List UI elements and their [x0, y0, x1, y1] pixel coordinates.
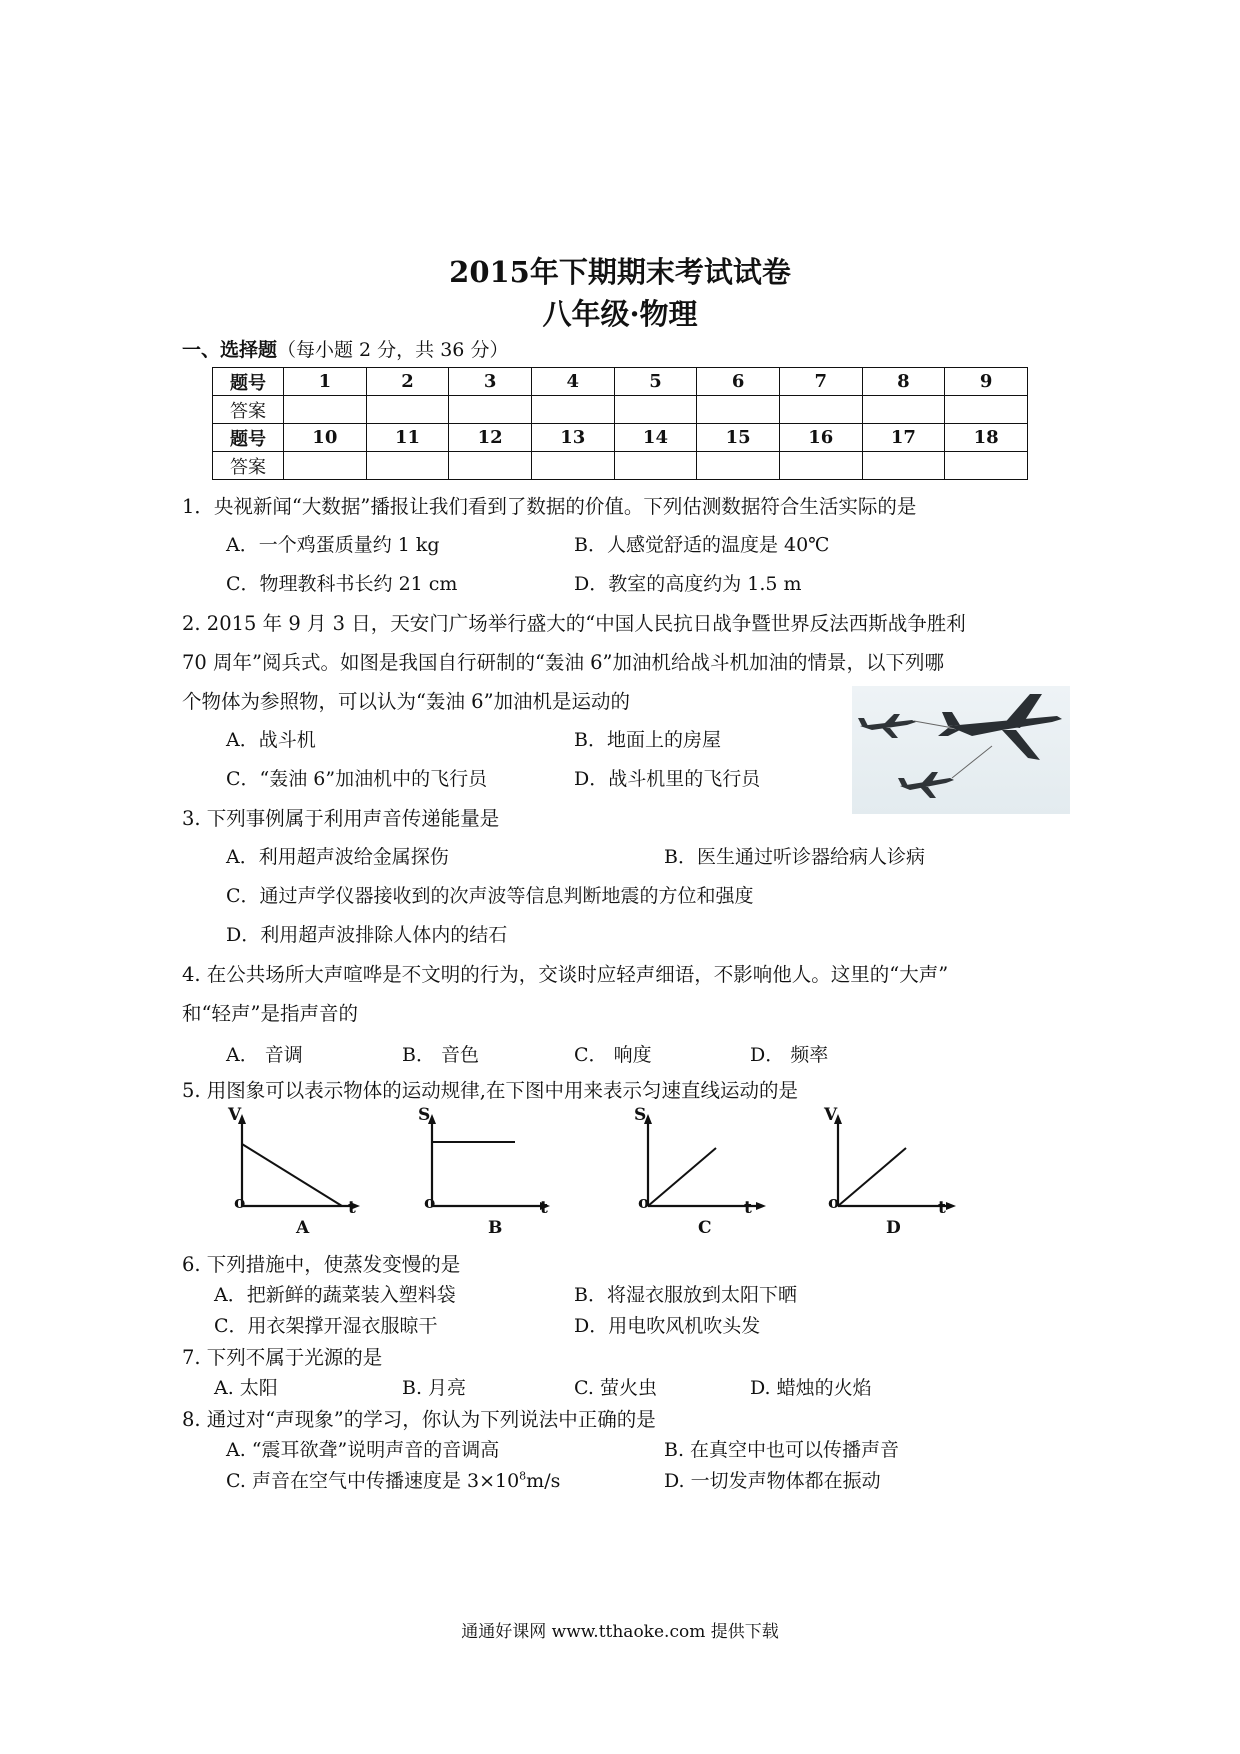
table-row	[213, 424, 1028, 452]
table-cell: 12	[449, 424, 532, 452]
question-4-stem-line: 4. 在公共场所大声喧哗是不文明的行为，交谈时应轻声细语，不影响他人。这里的“大声”	[182, 963, 949, 986]
section-label: 一、选择题	[182, 339, 278, 361]
answer-cell[interactable]	[449, 396, 532, 424]
graph-a-label: A	[296, 1218, 310, 1238]
graph-a-x-label: t	[348, 1198, 356, 1218]
graph-c-label: C	[698, 1218, 712, 1238]
table-cell: 3	[449, 368, 532, 396]
question-7-option-c: C. 萤火虫	[574, 1377, 657, 1399]
graph-a-origin: o	[234, 1193, 246, 1213]
question-2-stem-line: 个物体为参照物，可以认为“轰油 6”加油机是运动的	[182, 690, 631, 713]
table-cell: 8	[862, 368, 945, 396]
table-cell: 1	[284, 368, 367, 396]
question-2-option-a: A．战斗机	[226, 729, 316, 751]
question-2-stem-line: 70 周年”阅兵式。如图是我国自行研制的“轰油 6”加油机给战斗机加油的情景，以下列哪	[182, 651, 945, 674]
answer-table	[212, 367, 1028, 480]
answer-cell[interactable]	[697, 396, 780, 424]
graph-d-origin: o	[828, 1193, 840, 1213]
question-6-option-a: A．把新鲜的蔬菜装入塑料袋	[214, 1284, 456, 1306]
refuel-hose	[952, 746, 992, 778]
table-cell: 4	[531, 368, 614, 396]
question-1-stem: 1．央视新闻“大数据”播报让我们看到了数据的价值。下列估测数据符合生活实际的是	[182, 495, 917, 518]
answer-cell[interactable]	[614, 396, 697, 424]
answer-cell[interactable]	[945, 396, 1028, 424]
answer-cell[interactable]	[779, 396, 862, 424]
graph-b-origin: o	[424, 1193, 436, 1213]
table-cell: 题号	[213, 368, 284, 396]
question-8-option-c	[226, 1466, 560, 1493]
graph-d-y-label: V	[824, 1105, 838, 1125]
fighter-plane	[898, 772, 954, 798]
table-cell: 13	[531, 424, 614, 452]
question-2-option-c: C．“轰油 6”加油机中的飞行员	[226, 768, 488, 790]
table-row	[213, 396, 1028, 424]
answer-cell[interactable]	[945, 452, 1028, 480]
section-heading	[182, 335, 508, 362]
page-subtitle: 八年级·物理	[542, 297, 698, 331]
question-3-stem: 3. 下列事例属于利用声音传递能量是	[182, 807, 500, 830]
graph-line	[838, 1148, 906, 1206]
answer-cell[interactable]	[779, 452, 862, 480]
answer-cell[interactable]	[366, 396, 449, 424]
graph-b	[412, 1108, 562, 1238]
table-cell: 答案	[213, 396, 284, 424]
question-3-option-c: C．通过声学仪器接收到的次声波等信息判断地震的方位和强度	[226, 885, 754, 907]
aircraft-illustration	[852, 686, 1070, 814]
table-cell: 2	[366, 368, 449, 396]
fighter-plane	[858, 714, 916, 738]
question-3-option-d: D．利用超声波排除人体内的结石	[226, 924, 508, 946]
question-7-option-a: A. 太阳	[214, 1377, 278, 1399]
x-axis-arrow	[756, 1202, 766, 1210]
graph-line	[242, 1144, 342, 1206]
table-cell: 18	[945, 424, 1028, 452]
answer-cell[interactable]	[366, 452, 449, 480]
table-cell: 14	[614, 424, 697, 452]
table-cell: 9	[945, 368, 1028, 396]
table-cell: 17	[862, 424, 945, 452]
table-row	[213, 368, 1028, 396]
graph-d-label: D	[886, 1218, 901, 1238]
table-cell: 6	[697, 368, 780, 396]
table-cell: 15	[697, 424, 780, 452]
question-4-option-b: B． 音色	[402, 1044, 480, 1066]
refueling-aircraft-image	[852, 686, 1070, 814]
graph-b-x-label: t	[540, 1198, 548, 1218]
question-8-option-c-text: C. 声音在空气中传播速度是 3×10	[226, 1470, 520, 1492]
answer-cell[interactable]	[862, 452, 945, 480]
table-cell: 10	[284, 424, 367, 452]
tanker-plane	[938, 694, 1062, 760]
question-8-option-c-unit: m/s	[526, 1470, 561, 1492]
question-1-option-d: D．教室的高度约为 1.5 m	[574, 573, 802, 595]
answer-cell[interactable]	[862, 396, 945, 424]
question-3-option-a: A．利用超声波给金属探伤	[226, 846, 449, 868]
question-4-option-c: C． 响度	[574, 1044, 652, 1066]
answer-cell[interactable]	[531, 452, 614, 480]
section-note: （每小题 2 分，共 36 分）	[277, 339, 509, 361]
table-cell: 题号	[213, 424, 284, 452]
question-1-option-a: A．一个鸡蛋质量约 1 kg	[226, 534, 440, 556]
table-cell: 7	[779, 368, 862, 396]
table-row	[213, 452, 1028, 480]
question-4-option-a: A． 音调	[226, 1044, 303, 1066]
question-8-option-d: D. 一切发声物体都在振动	[664, 1470, 881, 1492]
answer-cell[interactable]	[284, 452, 367, 480]
page-footer: 通通好课网 www.tthaoke.com 提供下载	[461, 1622, 779, 1642]
question-3-option-b: B．医生通过听诊器给病人诊病	[664, 846, 925, 868]
question-2-option-b: B．地面上的房屋	[574, 729, 721, 751]
graph-d-x-label: t	[938, 1198, 946, 1218]
table-cell: 11	[366, 424, 449, 452]
page-title: 2015年下期期末考试试卷	[449, 255, 791, 289]
graph-c-origin: o	[638, 1193, 650, 1213]
answer-cell[interactable]	[284, 396, 367, 424]
question-7-stem: 7. 下列不属于光源的是	[182, 1346, 383, 1369]
table-cell: 5	[614, 368, 697, 396]
graph-a-y-label: V	[228, 1105, 242, 1125]
question-6-option-d: D．用电吹风机吹头发	[574, 1315, 761, 1337]
question-4-stem-line: 和“轻声”是指声音的	[182, 1002, 358, 1025]
question-7-option-d: D. 蜡烛的火焰	[750, 1377, 872, 1399]
question-1-option-b: B．人感觉舒适的温度是 40℃	[574, 534, 830, 556]
question-6-option-c: C．用衣架撑开湿衣服晾干	[214, 1315, 438, 1337]
answer-cell[interactable]	[449, 452, 532, 480]
question-8-option-c-exponent: 8	[519, 1469, 527, 1483]
table-cell: 答案	[213, 452, 284, 480]
question-6-stem: 6. 下列措施中，使蒸发变慢的是	[182, 1253, 461, 1276]
graph-line	[648, 1148, 716, 1206]
question-7-option-b: B. 月亮	[402, 1377, 467, 1399]
question-8-option-a: A. “震耳欲聋”说明声音的音调高	[226, 1439, 500, 1461]
question-6-option-b: B．将湿衣服放到太阳下晒	[574, 1284, 797, 1306]
graph-c-y-label: S	[634, 1105, 647, 1125]
answer-cell[interactable]	[614, 452, 697, 480]
question-8-stem: 8. 通过对“声现象”的学习，你认为下列说法中正确的是	[182, 1408, 656, 1431]
graph-c-x-label: t	[744, 1198, 752, 1218]
table-cell: 16	[779, 424, 862, 452]
answer-cell[interactable]	[697, 452, 780, 480]
question-1-option-c: C．物理教科书长约 21 cm	[226, 573, 458, 595]
x-axis-arrow	[946, 1202, 956, 1210]
question-4-option-d: D． 频率	[750, 1044, 829, 1066]
answer-cell[interactable]	[531, 396, 614, 424]
question-2-option-d: D．战斗机里的飞行员	[574, 768, 761, 790]
question-5-stem: 5. 用图象可以表示物体的运动规律,在下图中用来表示匀速直线运动的是	[182, 1079, 799, 1102]
question-2-stem-line: 2. 2015 年 9 月 3 日，天安门广场举行盛大的“中国人民抗日战争暨世界反法西斯战争胜利	[182, 612, 966, 635]
graph-b-y-label: S	[418, 1105, 431, 1125]
question-8-option-b: B. 在真空中也可以传播声音	[664, 1439, 900, 1461]
graph-b-label: B	[488, 1218, 503, 1238]
